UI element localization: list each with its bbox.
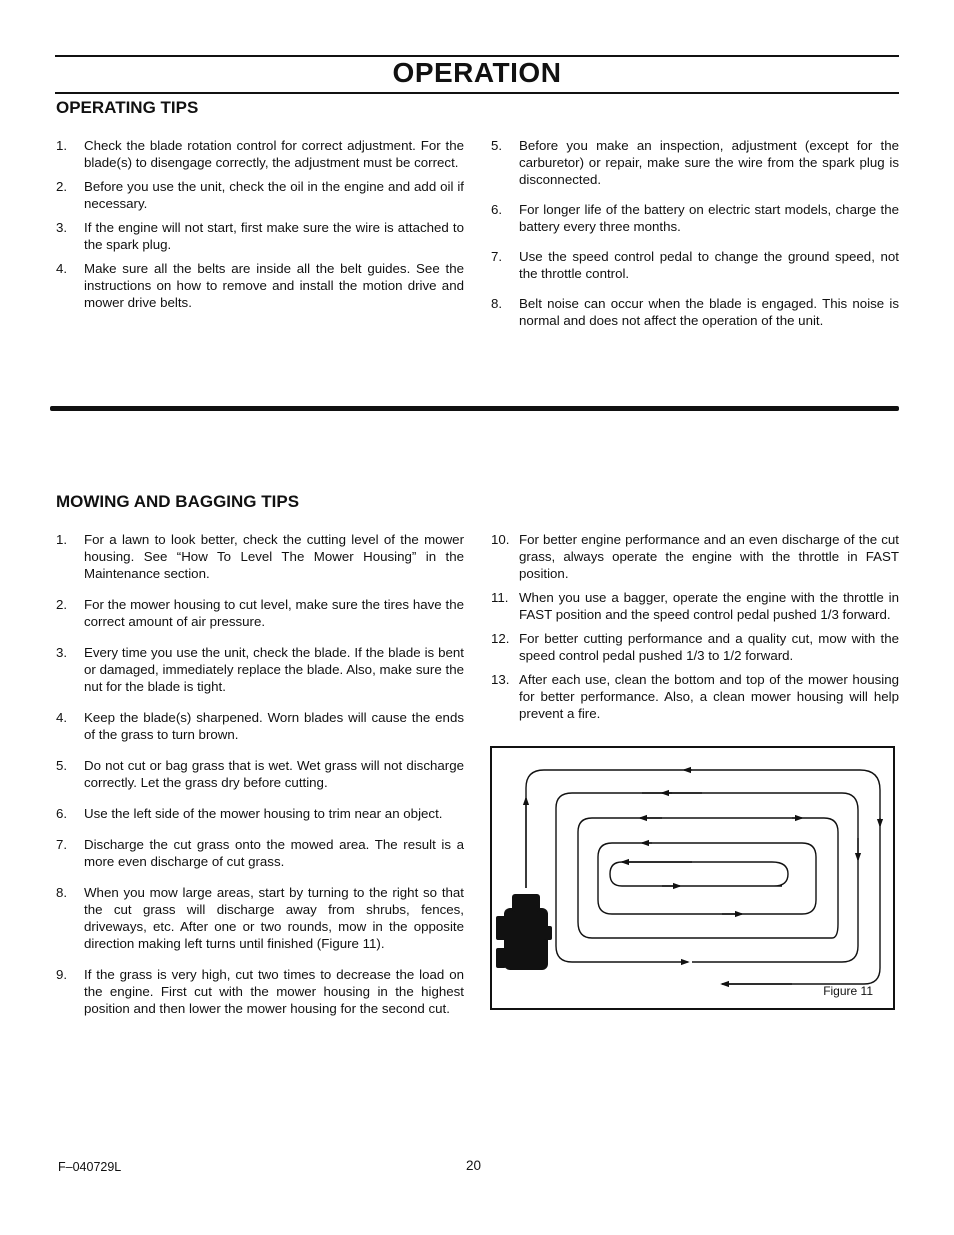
list-item: 12. For better cutting performance and a quality cut, mow with the speed control pedal pushed 1/3 to 1/2 forward.: [491, 631, 899, 663]
figure-caption: Figure 11: [823, 984, 873, 998]
list-item: 3. If the engine will not start, first make sure the wire is attached to the spark plug.: [56, 220, 464, 252]
list-item: 2. For the mower housing to cut level, make sure the tires have the correct amount of air pressure.: [56, 597, 464, 629]
page-title: OPERATION: [392, 57, 562, 88]
list-item: 3. Every time you use the unit, check the blade. If the blade is bent or damaged, immediately replace the blade. Also, make sure the nut for the blade is tight.: [56, 645, 464, 694]
list-item: 11. When you use a bagger, operate the engine with the throttle in FAST position and the speed control pedal pushed 1/3 forward.: [491, 590, 899, 622]
list-item: 13. After each use, clean the bottom and top of the mower housing for better performance. Also, a clean mower housing will help prevent a fire.: [491, 672, 899, 721]
page-number: 20: [466, 1158, 482, 1173]
list-item: 7. Discharge the cut grass onto the mowed area. The result is a more even discharge of cut grass.: [56, 837, 464, 869]
section-divider: [50, 406, 899, 411]
operating-tips-heading: OPERATING TIPS: [56, 98, 199, 117]
list-item: 10. For better engine performance and an even discharge of the cut grass, always operate the engine with the throttle in FAST position.: [491, 532, 899, 581]
title-bottom-rule: [55, 92, 899, 94]
list-item: 2. Before you use the unit, check the oil in the engine and add oil if necessary.: [56, 179, 464, 211]
list-item: 9. If the grass is very high, cut two times to decrease the load on the engine. First cut with the mower housing in the highest position and then lower the mower housing for the second cut.: [56, 967, 464, 1016]
list-item: 6. For longer life of the battery on electric start models, charge the battery every three months.: [491, 202, 899, 234]
list-item: 1. For a lawn to look better, check the cutting level of the mower housing. See “How To Level The Mower Housing” in the Maintenance section.: [56, 532, 464, 581]
list-item: 8. Belt noise can occur when the blade is engaged. This noise is normal and does not affect the operation of the unit.: [491, 296, 899, 328]
list-item: 4. Keep the blade(s) sharpened. Worn blades will cause the ends of the grass to turn brown.: [56, 710, 464, 742]
list-item: 7. Use the speed control pedal to change the ground speed, not the throttle control.: [491, 249, 899, 281]
mowing-tips-right-column: [491, 531, 899, 729]
list-item: 8. When you mow large areas, start by turning to the right so that the cut grass will discharge away from shrubs, fences, driveways, etc. After one or two rounds, mow in the opposite direction making left turns until finished (Figure 11).: [56, 885, 464, 951]
figure-11: [490, 746, 895, 1010]
document-code: F–040729L: [58, 1160, 122, 1174]
mower-icon: [496, 894, 552, 970]
list-item: 1. Check the blade rotation control for correct adjustment. For the blade(s) to disengage correctly, the adjustment must be correct.: [56, 138, 464, 170]
list-item: 5. Before you make an inspection, adjustment (except for the carburetor) or repair, make sure the wire from the spark plug is disconnected.: [491, 138, 899, 187]
operating-tips-right-column: [491, 137, 899, 342]
mowing-tips-left-column: [56, 531, 464, 1031]
list-item: 5. Do not cut or bag grass that is wet. Wet grass will not discharge correctly. Let the grass dry before cutting.: [56, 758, 464, 790]
mower-path-diagram-icon: [492, 748, 893, 1008]
operating-tips-left-column: [56, 137, 464, 318]
mowing-tips-heading: MOWING AND BAGGING TIPS: [56, 492, 300, 511]
list-item: 6. Use the left side of the mower housing to trim near an object.: [56, 806, 443, 821]
list-item: 4. Make sure all the belts are inside all the belt guides. See the instructions on how to remove and install the motion drive and mower drive belts.: [56, 261, 464, 310]
